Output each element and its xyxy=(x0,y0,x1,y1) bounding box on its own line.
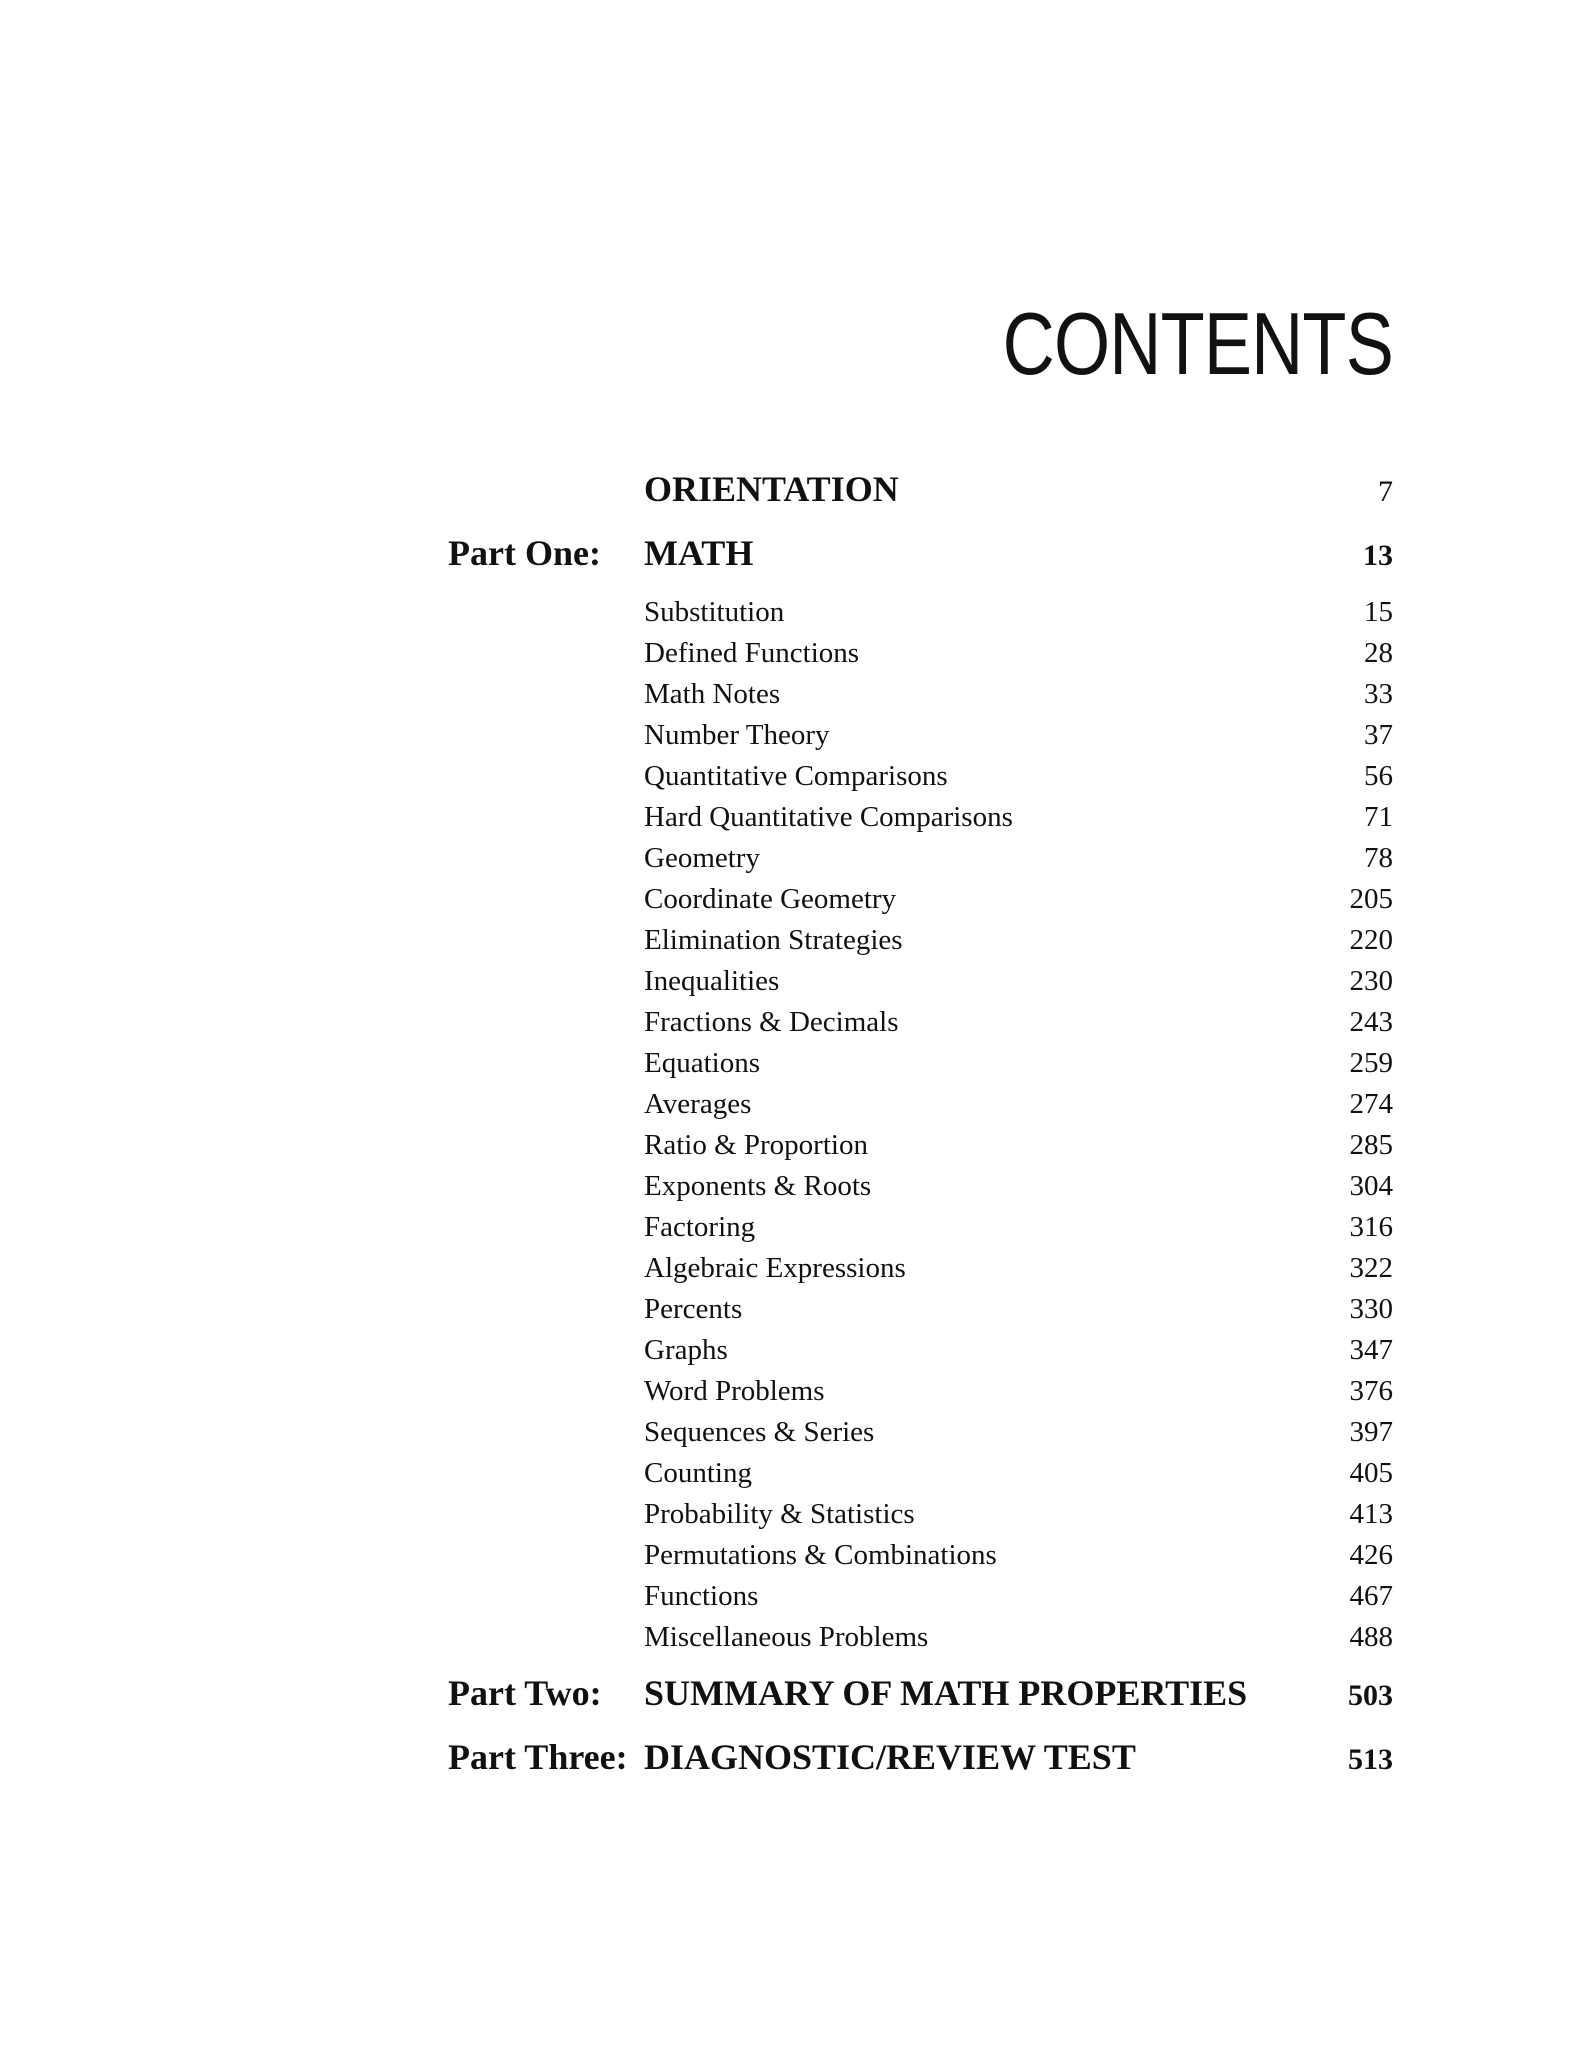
toc-section-page: 488 xyxy=(1349,1621,1393,1653)
toc-section-title: Number Theory xyxy=(644,719,830,751)
toc-section-page: 285 xyxy=(1349,1129,1393,1161)
toc-section-title: Elimination Strategies xyxy=(644,924,903,956)
toc-section-row xyxy=(448,1375,1393,1416)
part-label: Part Two: xyxy=(448,1673,602,1713)
toc-entry-page: 513 xyxy=(1348,1743,1393,1776)
toc-section-page: 322 xyxy=(1349,1252,1393,1284)
part-one-section-list xyxy=(448,596,1393,1662)
toc-section-row xyxy=(448,678,1393,719)
toc-section-row xyxy=(448,637,1393,678)
toc-section-row xyxy=(448,1088,1393,1129)
toc-section-row xyxy=(448,1457,1393,1498)
toc-entry-part-two xyxy=(448,1672,1393,1736)
toc-section-row xyxy=(448,1334,1393,1375)
toc-section-title: Geometry xyxy=(644,842,760,874)
toc-section-page: 467 xyxy=(1349,1580,1393,1612)
toc-section-page: 330 xyxy=(1349,1293,1393,1325)
toc-section-title: Ratio & Proportion xyxy=(644,1129,868,1161)
toc-section-page: 426 xyxy=(1349,1539,1393,1571)
toc-section-row xyxy=(448,760,1393,801)
toc-section-row xyxy=(448,719,1393,760)
toc-entry-part-one xyxy=(448,532,1393,596)
toc-section-row xyxy=(448,1498,1393,1539)
toc-section-title: Hard Quantitative Comparisons xyxy=(644,801,1013,833)
toc-entry-title: ORIENTATION xyxy=(644,469,899,509)
toc-entry-title: DIAGNOSTIC/REVIEW TEST xyxy=(644,1737,1136,1777)
toc-section-page: 405 xyxy=(1349,1457,1393,1489)
toc-section-page: 274 xyxy=(1349,1088,1393,1120)
toc-section-row xyxy=(448,1293,1393,1334)
toc-entry-orientation xyxy=(448,468,1393,532)
toc-section-title: Counting xyxy=(644,1457,752,1489)
toc-section-row xyxy=(448,924,1393,965)
toc-section-title: Inequalities xyxy=(644,965,780,997)
toc-section-row xyxy=(448,1621,1393,1662)
toc-section-title: Equations xyxy=(644,1047,760,1079)
toc-section-title: Algebraic Expressions xyxy=(644,1252,906,1284)
toc-section-page: 230 xyxy=(1349,965,1393,997)
toc-section-title: Quantitative Comparisons xyxy=(644,760,948,792)
toc-section-title: Graphs xyxy=(644,1334,728,1366)
part-label: Part One: xyxy=(448,533,601,573)
toc-section-row xyxy=(448,801,1393,842)
toc-section-page: 397 xyxy=(1349,1416,1393,1448)
toc-section-page: 220 xyxy=(1349,924,1393,956)
toc-section-title: Fractions & Decimals xyxy=(644,1006,899,1038)
toc-section-row xyxy=(448,883,1393,924)
toc-section-title: Permutations & Combinations xyxy=(644,1539,997,1571)
toc-section-page: 37 xyxy=(1364,719,1393,751)
toc-section-title: Exponents & Roots xyxy=(644,1170,872,1202)
toc-entry-title: SUMMARY OF MATH PROPERTIES xyxy=(644,1673,1248,1713)
toc-section-page: 259 xyxy=(1349,1047,1393,1079)
toc-entry-title: MATH xyxy=(644,533,754,573)
toc-section-title: Defined Functions xyxy=(644,637,860,669)
toc-section-row xyxy=(448,1047,1393,1088)
toc-section-row xyxy=(448,1211,1393,1252)
toc-section-page: 78 xyxy=(1364,842,1393,874)
table-of-contents xyxy=(448,468,1393,1800)
toc-section-row xyxy=(448,842,1393,883)
toc-section-page: 347 xyxy=(1349,1334,1393,1366)
toc-section-title: Functions xyxy=(644,1580,759,1612)
toc-section-page: 413 xyxy=(1349,1498,1393,1530)
toc-section-page: 15 xyxy=(1364,596,1393,628)
toc-section-row xyxy=(448,1170,1393,1211)
toc-section-page: 56 xyxy=(1364,760,1393,792)
page-title: CONTENTS xyxy=(1002,294,1393,393)
toc-section-row xyxy=(448,1006,1393,1047)
toc-entry-part-three xyxy=(448,1736,1393,1800)
toc-section-row xyxy=(448,965,1393,1006)
toc-section-page: 376 xyxy=(1349,1375,1393,1407)
toc-section-row xyxy=(448,1252,1393,1293)
toc-entry-page: 13 xyxy=(1363,539,1393,572)
toc-section-row xyxy=(448,596,1393,637)
toc-section-title: Probability & Statistics xyxy=(644,1498,915,1530)
toc-section-title: Sequences & Series xyxy=(644,1416,875,1448)
toc-section-title: Percents xyxy=(644,1293,743,1325)
part-label: Part Three: xyxy=(448,1737,628,1777)
toc-section-title: Word Problems xyxy=(644,1375,825,1407)
toc-section-page: 316 xyxy=(1349,1211,1393,1243)
toc-section-title: Miscellaneous Problems xyxy=(644,1621,929,1653)
toc-section-row xyxy=(448,1129,1393,1170)
toc-entry-page: 7 xyxy=(1378,475,1393,508)
toc-section-page: 304 xyxy=(1349,1170,1393,1202)
toc-section-page: 205 xyxy=(1349,883,1393,915)
toc-section-row xyxy=(448,1539,1393,1580)
toc-section-title: Substitution xyxy=(644,596,785,628)
toc-section-page: 243 xyxy=(1349,1006,1393,1038)
toc-section-page: 71 xyxy=(1364,801,1393,833)
toc-section-page: 33 xyxy=(1364,678,1393,710)
toc-section-title: Factoring xyxy=(644,1211,756,1243)
toc-section-title: Math Notes xyxy=(644,678,781,710)
toc-section-title: Averages xyxy=(644,1088,752,1120)
toc-section-row xyxy=(448,1580,1393,1621)
toc-section-page: 28 xyxy=(1364,637,1393,669)
toc-entry-page: 503 xyxy=(1348,1679,1393,1712)
toc-section-row xyxy=(448,1416,1393,1457)
toc-section-title: Coordinate Geometry xyxy=(644,883,897,915)
